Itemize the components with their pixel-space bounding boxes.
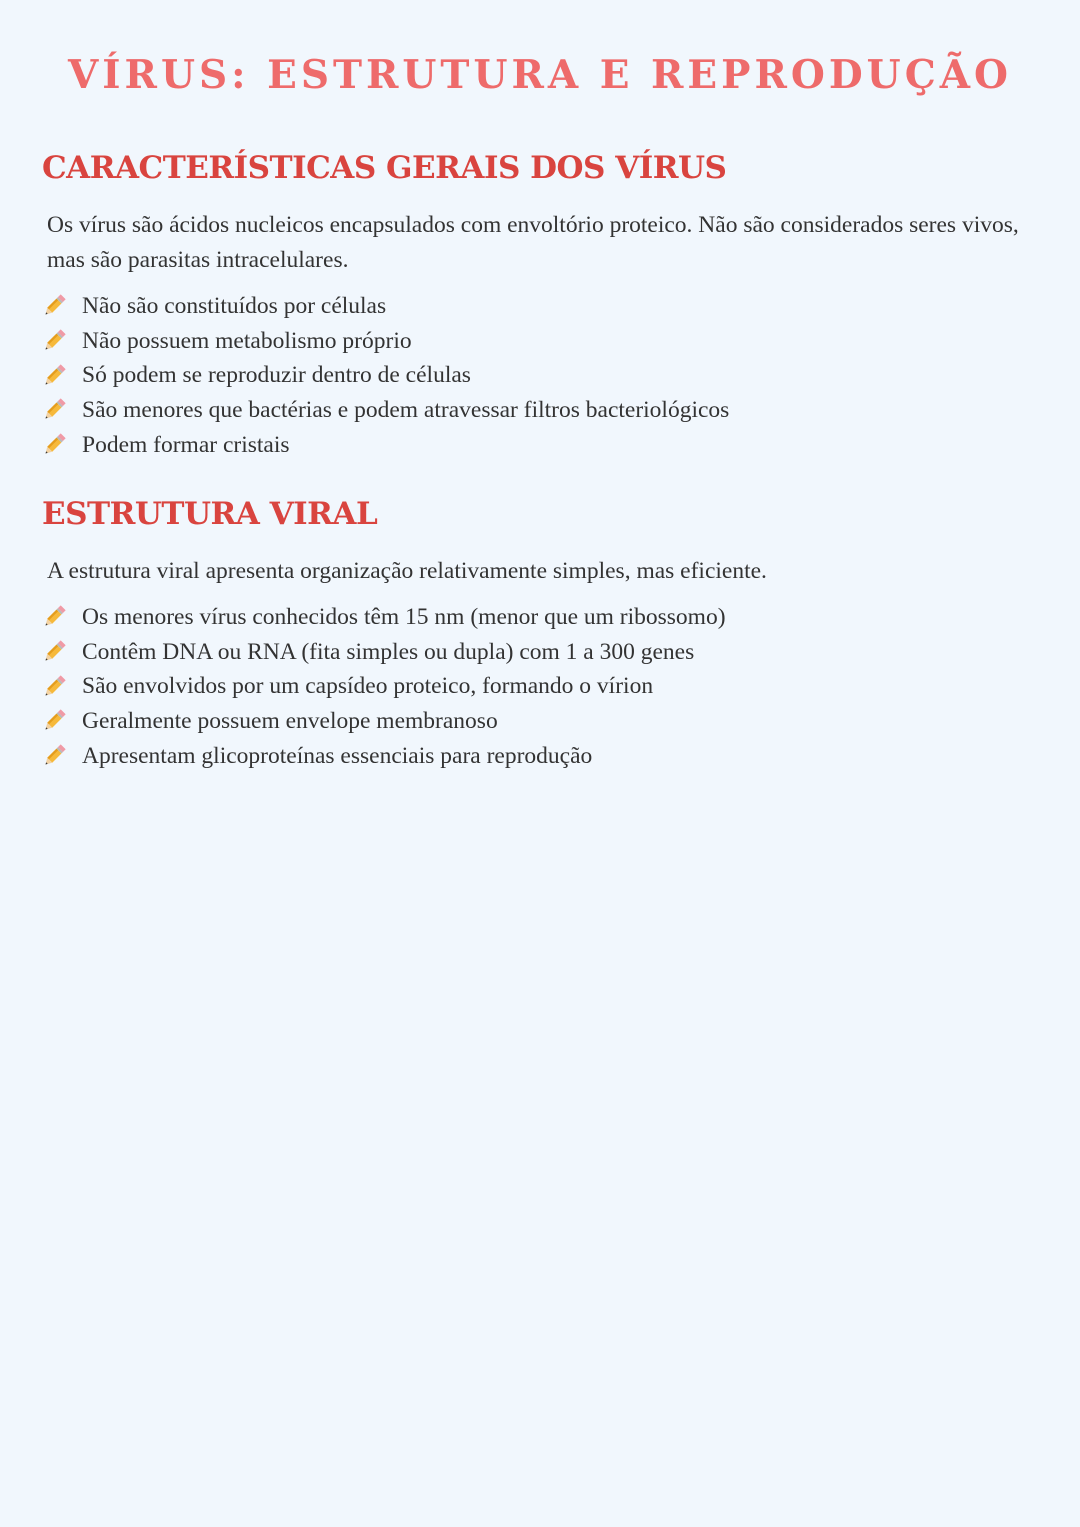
list-item bbox=[40, 704, 726, 739]
list-item-text: Os menores vírus conhecidos têm 15 nm (menor que um ribossomo) bbox=[82, 603, 726, 630]
pencil-icon bbox=[40, 327, 68, 355]
list-item bbox=[40, 428, 729, 463]
pencil-icon bbox=[40, 638, 68, 666]
page-title: VÍRUS: ESTRUTURA E REPRODUÇÃO bbox=[68, 52, 1012, 98]
list-item bbox=[40, 669, 726, 704]
pencil-icon bbox=[40, 707, 68, 735]
list-item-text: Apresentam glicoproteínas essenciais para reprodução bbox=[82, 742, 593, 769]
section-intro-caracteristicas: Os vírus são ácidos nucleicos encapsulados com envoltório proteico. Não são considerados seres vivos, mas são parasitas intracelulares. bbox=[47, 212, 1019, 273]
pencil-icon bbox=[40, 431, 68, 459]
list-item-text: São menores que bactérias e podem atravessar filtros bacteriológicos bbox=[82, 396, 730, 423]
list-item-text: Geralmente possuem envelope membranoso bbox=[82, 707, 498, 734]
pencil-icon bbox=[40, 396, 68, 424]
bullet-list-caracteristicas bbox=[40, 289, 729, 462]
list-item-text: Só podem se reproduzir dentro de células bbox=[82, 362, 471, 389]
list-item bbox=[40, 358, 729, 393]
list-item bbox=[40, 393, 729, 428]
pencil-icon bbox=[40, 673, 68, 701]
list-item bbox=[40, 324, 729, 359]
list-item bbox=[40, 600, 726, 635]
pencil-icon bbox=[40, 742, 68, 770]
pencil-icon bbox=[40, 603, 68, 631]
list-item bbox=[40, 635, 726, 670]
list-item-text: Contêm DNA ou RNA (fita simples ou dupla) com 1 a 300 genes bbox=[82, 638, 695, 665]
list-item bbox=[40, 289, 729, 324]
section-heading-caracteristicas: CARACTERÍSTICAS GERAIS DOS VÍRUS bbox=[42, 150, 727, 186]
section-intro-estrutura-viral: A estrutura viral apresenta organização relativamente simples, mas eficiente. bbox=[47, 558, 767, 584]
section-heading-estrutura-viral: ESTRUTURA VIRAL bbox=[42, 496, 378, 532]
list-item-text: São envolvidos por um capsídeo proteico, formando o vírion bbox=[82, 673, 654, 700]
list-item-text: Podem formar cristais bbox=[82, 431, 290, 458]
pencil-icon bbox=[40, 362, 68, 390]
bullet-list-estrutura-viral bbox=[40, 600, 726, 773]
list-item-text: Não possuem metabolismo próprio bbox=[82, 327, 412, 354]
list-item-text: Não são constituídos por células bbox=[82, 292, 387, 319]
pencil-icon bbox=[40, 292, 68, 320]
list-item bbox=[40, 739, 726, 774]
